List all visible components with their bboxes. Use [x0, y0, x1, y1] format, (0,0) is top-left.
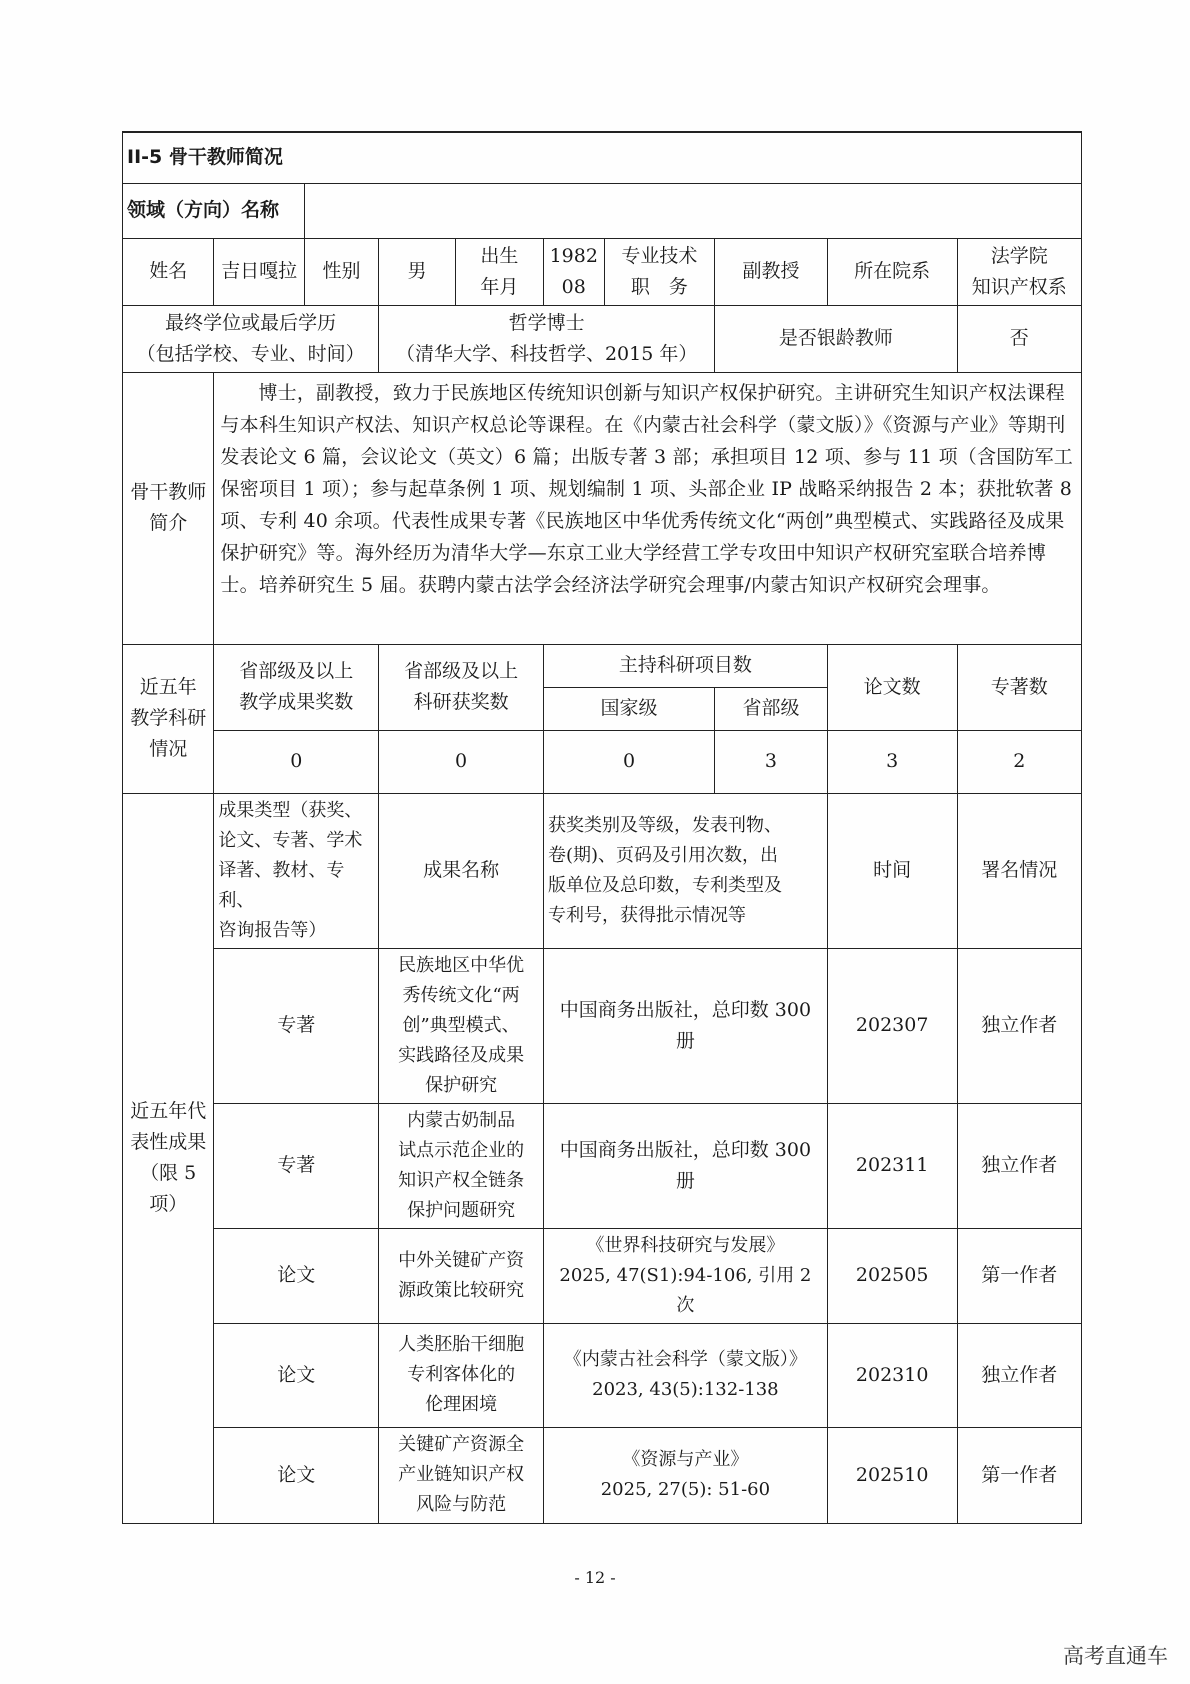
senior-teacher-label: 是否银龄教师: [715, 305, 957, 372]
author-header: 署名情况: [957, 793, 1081, 948]
achievement-author: 第一作者: [957, 1427, 1081, 1523]
gender-label: 性别: [304, 238, 378, 305]
page-number: - 12 -: [574, 1568, 616, 1587]
achievement-author: 独立作者: [957, 948, 1081, 1103]
achievement-name: 人类胚胎干细胞 专利客体化的 伦理困境: [379, 1323, 544, 1427]
achievement-author: 独立作者: [957, 1323, 1081, 1427]
achievement-time: 202311: [827, 1103, 957, 1228]
book-count: 2: [957, 730, 1081, 793]
dept-label: 所在院系: [827, 238, 957, 305]
achievement-time: 202310: [827, 1323, 957, 1427]
bio-label: 骨干教师 简介: [123, 372, 214, 644]
achievement-name: 民族地区中华优 秀传统文化“两 创”典型模式、 实践路径及成果 保护研究: [379, 948, 544, 1103]
achievement-author: 独立作者: [957, 1103, 1081, 1228]
time-header: 时间: [827, 793, 957, 948]
provincial-header: 省部级: [715, 687, 828, 730]
birth-value: 1982 08: [543, 238, 604, 305]
teacher-profile-table: [122, 131, 1082, 1524]
teaching-award-header: 省部级及以上 教学成果奖数: [214, 644, 379, 730]
field-value: [304, 183, 1081, 238]
achievement-detail: 《资源与产业》 2025, 27(5): 51-60: [543, 1427, 827, 1523]
achievement-name: 中外关键矿产资 源政策比较研究: [379, 1228, 544, 1323]
achievement-type: 专著: [214, 948, 379, 1103]
name-value: 吉日嘎拉: [214, 238, 304, 305]
bio-text: 博士，副教授，致力于民族地区传统知识创新与知识产权保护研究。主讲研究生知识产权法课程与本科生知识产权法、知识产权总论等课程。在《内蒙古社会科学（蒙文版）》《资源与产业》等期刊发表论文 6 篇，会议论文（英文）6 篇；出版专著 3 部；承担项目 12 项、参与 11 项（含国防军工保密项目 1 项）；参与起草条例 1 项、规划编制 1 项、头部企业 IP 战略采纳报告 2 本；获批软著 8 项、专利 40 余项。代表性成果专著《民族地区中华优秀传统文化“两创”典型模式、实践路径及成果保护研究》等。海外经历为清华大学—东京工业大学经营工学专攻田中知识产权研究室联合培养博士。培养研究生 5 届。获聘内蒙古法学会经济法学研究会理事/内蒙古知识产权研究会理事。: [214, 372, 1082, 644]
achievements-label: 近五年代 表性成果 （限 5 项）: [123, 793, 214, 1523]
name-label: 姓名: [123, 238, 214, 305]
achievement-type: 专著: [214, 1103, 379, 1228]
title-value: 副教授: [715, 238, 828, 305]
papers-header: 论文数: [827, 644, 957, 730]
achievement-detail: 《世界科技研究与发展》 2025, 47(S1):94-106, 引用 2 次: [543, 1228, 827, 1323]
degree-label: 最终学位或最后学历 （包括学校、专业、时间）: [123, 305, 379, 372]
books-header: 专著数: [957, 644, 1081, 730]
name-header: 成果名称: [379, 793, 544, 948]
section-title: II-5 骨干教师简况: [123, 132, 1082, 183]
achievement-detail: 《内蒙古社会科学（蒙文版）》 2023, 43(5):132-138: [543, 1323, 827, 1427]
watermark: 高考直通车: [1063, 1644, 1168, 1668]
paper-count: 3: [827, 730, 957, 793]
gender-value: 男: [379, 238, 456, 305]
type-header: 成果类型（获奖、 论文、专著、学术 译著、教材、专利、 咨询报告等）: [214, 793, 379, 948]
achievement-author: 第一作者: [957, 1228, 1081, 1323]
research-award-header: 省部级及以上 科研获奖数: [379, 644, 544, 730]
achievement-type: 论文: [214, 1427, 379, 1523]
teaching-award-count: 0: [214, 730, 379, 793]
research-award-count: 0: [379, 730, 544, 793]
achievement-type: 论文: [214, 1323, 379, 1427]
senior-teacher-value: 否: [957, 305, 1081, 372]
achievement-time: 202307: [827, 948, 957, 1103]
achievement-type: 论文: [214, 1228, 379, 1323]
birth-label: 出生 年月: [455, 238, 543, 305]
field-label: 领域（方向）名称: [123, 183, 305, 238]
achievement-name: 内蒙古奶制品 试点示范企业的 知识产权全链条 保护问题研究: [379, 1103, 544, 1228]
provincial-project-count: 3: [715, 730, 828, 793]
title-label: 专业技术 职 务: [604, 238, 715, 305]
detail-header: 获奖类别及等级，发表刊物、 卷(期)、页码及引用次数，出 版单位及总印数，专利类型及 专利号，获得批示情况等: [543, 793, 827, 948]
achievement-name: 关键矿产资源全 产业链知识产权 风险与防范: [379, 1427, 544, 1523]
dept-value: 法学院 知识产权系: [957, 238, 1081, 305]
national-project-count: 0: [543, 730, 714, 793]
achievement-detail: 中国商务出版社，总印数 300 册: [543, 948, 827, 1103]
national-header: 国家级: [543, 687, 714, 730]
achievement-time: 202510: [827, 1427, 957, 1523]
stats-label: 近五年 教学科研 情况: [123, 644, 214, 793]
achievement-detail: 中国商务出版社，总印数 300 册: [543, 1103, 827, 1228]
degree-value: 哲学博士 （清华大学、科技哲学、2015 年）: [379, 305, 715, 372]
projects-header: 主持科研项目数: [543, 644, 827, 687]
achievement-time: 202505: [827, 1228, 957, 1323]
